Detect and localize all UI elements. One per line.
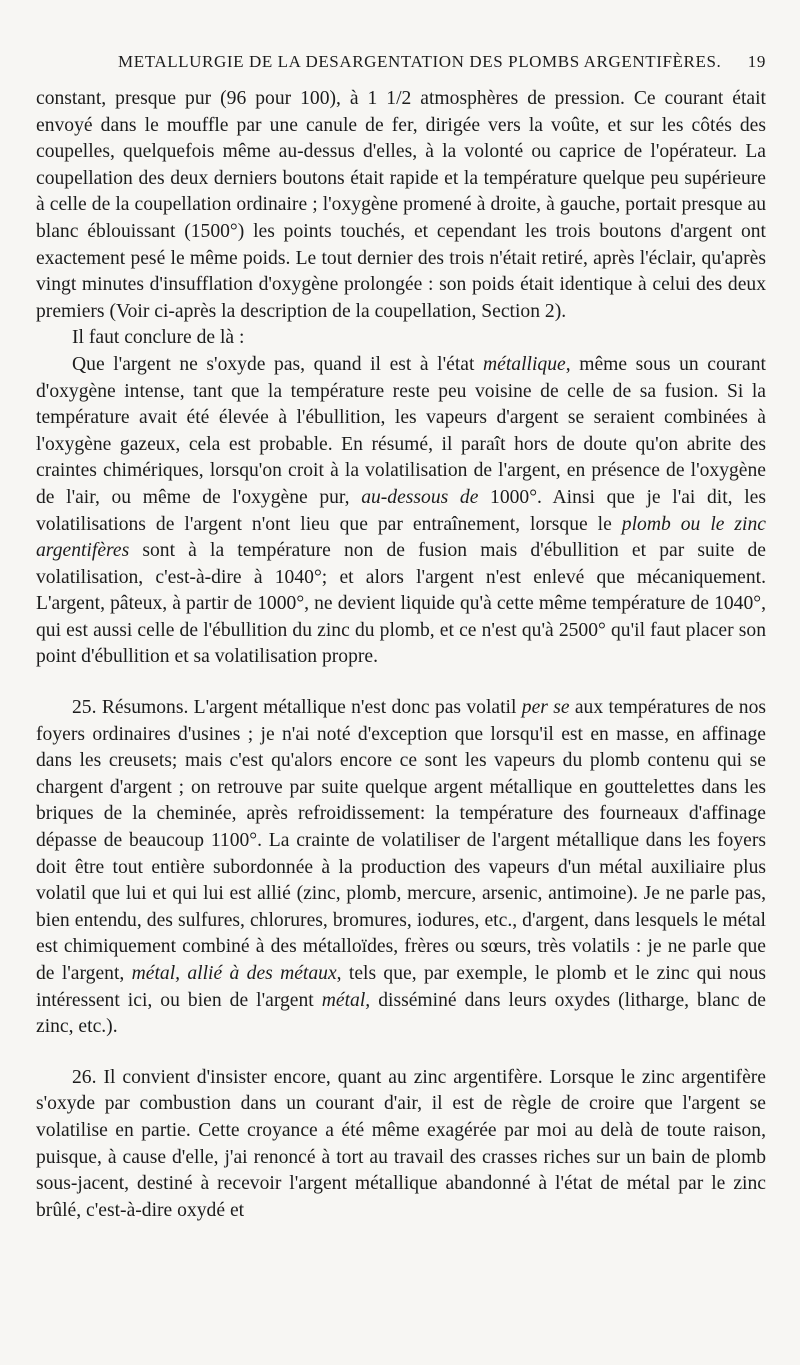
text-run: , tels que, par exemple, le plomb et le zinc qui nous intéressent ici, ou bien de l'argent bbox=[36, 963, 766, 1011]
italic-run: métallique bbox=[483, 353, 566, 375]
running-header-title: METALLURGIE DE LA DESARGENTATION DES PLOMBS ARGENTIFÈRES. bbox=[118, 52, 722, 71]
paragraph-conclusion bbox=[36, 352, 766, 671]
text-run: disséminé dans leurs oxydes (litharge, blanc de zinc, etc.). bbox=[36, 989, 766, 1038]
text-run: , même sous un courant d'oxygène intense, tant que la température reste peu voisine de celle de sa fusion. Si la température avait été élevée à l'ébullition, les vapeurs d'argent se seraient combinées à l'oxygène gazeux, cela est probable. En résumé, il paraît hors de doute qu'on abrite des craintes chimériques, lorsqu'on croit à la volatilisation de l'argent, en présence de l'oxygène de l'air, ou même de l'oxygène pur, bbox=[36, 353, 766, 508]
page-number: 19 bbox=[747, 52, 766, 71]
italic-run: plomb ou le zinc argentifères bbox=[36, 513, 766, 562]
paragraph-continuation: constant, presque pur (96 pour 100), à 1 1/2 atmosphères de pression. Ce courant était envoyé dans le mouffle par une canule de fer, dirigée vers la voûte, et sur les côtés des coupelles, quelquefois même au-dessus d'elles, à la volonté ou caprice de l'opérateur. La coupellation des deux derniers boutons était rapide et la température quelque peu supérieure à celle de la coupellation ordinaire ; l'oxygène promené à droite, à gauche, portait presque au blanc éblouissant (1500°) les points touchés, et cependant les trois boutons d'argent ont exactement pesé le même poids. Le tout dernier des trois n'était retiré, après l'éclair, qu'après vingt minutes d'insufflation d'oxygène prolongée : son poids était identique à celui des deux premiers (Voir ci-après la description de la coupellation, Section 2). bbox=[36, 88, 766, 322]
text-run: Que l'argent ne s'oxyde pas, quand il est à l'état bbox=[72, 353, 484, 375]
paragraph-section-25 bbox=[36, 695, 766, 1041]
text-run: 1000°. Ainsi que je l'ai dit, les volatilisations de l'argent n'ont lieu que par entraînement, lorsque le bbox=[36, 486, 766, 535]
italic-run: métal, bbox=[321, 989, 371, 1011]
italic-run: métal, allié à des métaux bbox=[131, 963, 337, 984]
running-header bbox=[118, 52, 766, 72]
paragraph-conclusion-intro: Il faut conclure de là : bbox=[72, 327, 245, 349]
italic-run: au-dessous de bbox=[361, 486, 479, 508]
text-body bbox=[36, 86, 766, 1224]
italic-run: per se bbox=[521, 697, 570, 719]
text-run: sont à la température non de fusion mais d'ébullition et par suite de volatilisation, c'est-à-dire à 1040°; et alors l'argent n'est enlevé que mécaniquement. L'argent, pâteux, à partir de 1000°, ne devient liquide qu'à cette même température de 1040°, qui est aussi celle de l'ébullition du zinc du plomb, et ce n'est qu'à 2500° qu'il faut placer son point d'ébullition et sa volatilisation propre. bbox=[36, 540, 766, 668]
text-run: aux températures de nos foyers ordinaires d'usines ; je n'ai noté d'exception que lorsqu'il est en masse, en affinage dans les creusets; mais c'est qu'alors encore ce sont les vapeurs du plomb contenu qui se chargent d'argent ; on retrouve par suite quelque argent métallique en gouttelettes dans les briques de la cheminée, après refroidissement: la température des fourneaux d'affinage dépasse de beaucoup 1100°. La crainte de volatiliser de l'argent métallique dans les foyers doit être tout entière subordonnée à la production des vapeurs d'un métal auxiliaire plus volatil que lui et qui lui est allié (zinc, plomb, mercure, arsenic, antimoine). Je ne parle pas, bien entendu, des sulfures, chlorures, bromures, iodures, etc., d'argent, dans lesquels le métal est chimiquement combiné à des métalloïdes, frères ou sœurs, très volatils : je ne parle que de l'argent, bbox=[36, 697, 766, 984]
text-run: 25. Résumons. L'argent métallique n'est donc pas volatil bbox=[72, 697, 522, 719]
paragraph-section-26: 26. Il convient d'insister encore, quant au zinc argentifère. Lorsque le zinc argentifère s'oxyde par combustion dans un courant d'air, il est de règle de croire que l'argent se volatilise en partie. Cette croyance a été même exagérée par moi au delà de toute raison, puisque, à cause d'elle, j'ai renoncé à tort au travail des crasses riches sur un bain de plomb sous-jacent, destiné à recevoir l'argent métallique abandonné à l'état de métal par le zinc brûlé, c'est-à-dire oxydé et bbox=[36, 1066, 766, 1221]
